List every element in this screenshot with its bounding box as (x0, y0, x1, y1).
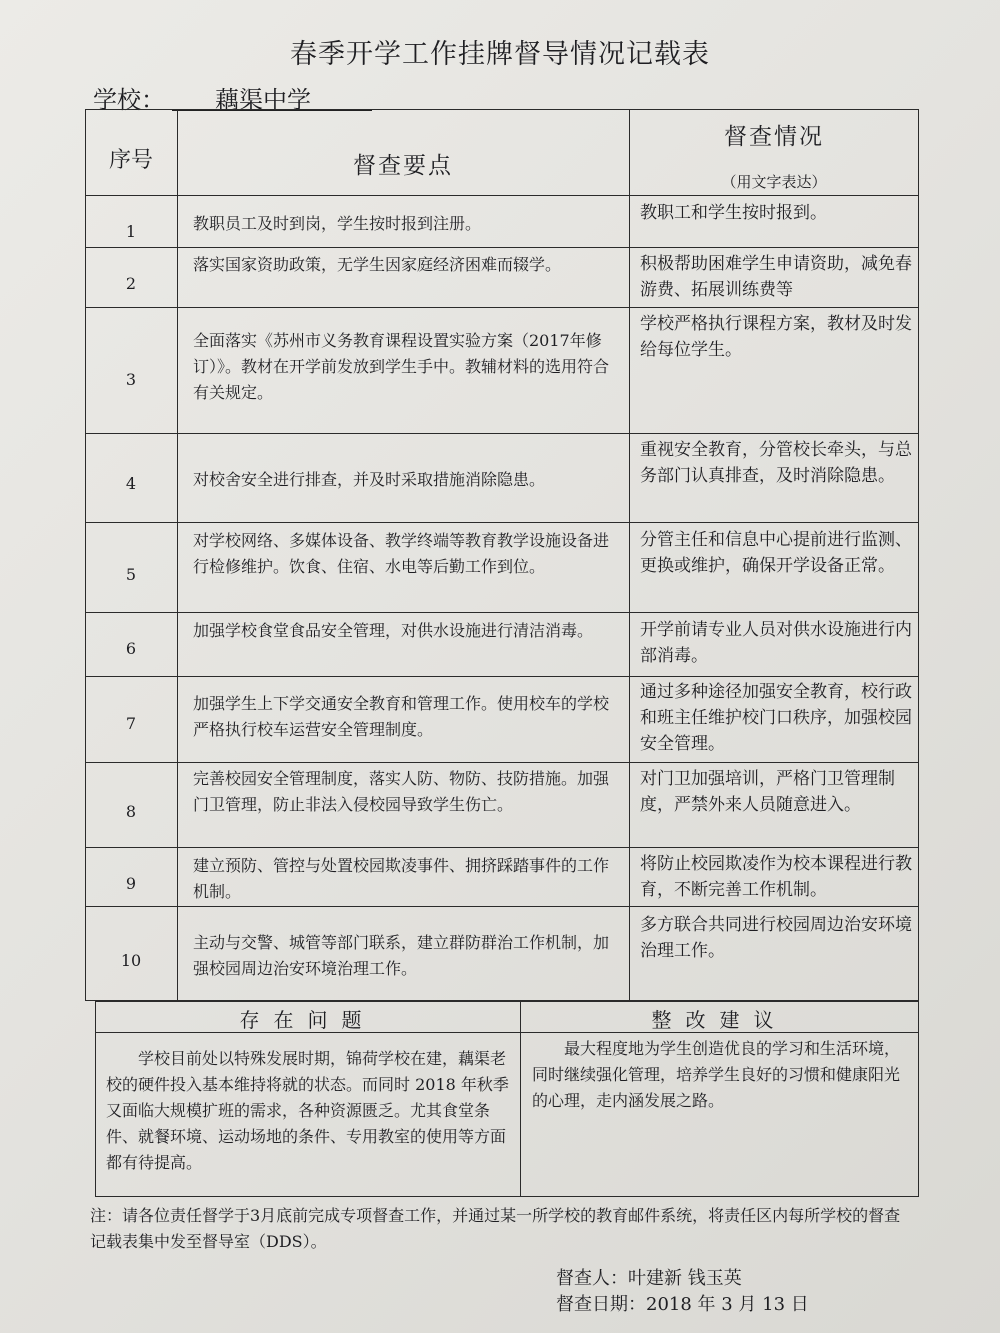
inspection-status: 积极帮助困难学生申请资助，减免春游费、拓展训练费等 (640, 254, 912, 300)
inspector-names: 督查人：叶建新 钱玉英 (556, 1268, 742, 1289)
row-number: 10 (120, 951, 142, 970)
header-points: 督查要点 (353, 153, 453, 179)
inspection-point: 教职员工及时到岗，学生按时报到注册。 (193, 214, 482, 233)
inspection-status: 多方联合共同进行校园周边治安环境治理工作。 (640, 915, 912, 961)
inspection-status: 教职工和学生按时报到。 (640, 203, 827, 223)
page-title: 春季开学工作挂牌督导情况记载表 (290, 39, 710, 70)
inspection-status: 重视安全教育，分管校长牵头，与总务部门认真排查，及时消除隐患。 (640, 440, 912, 486)
problems-text: 学校目前处以特殊发展时期，锦荷学校在建，藕渠老校的硬件投入基本维持将就的状态。而同时 2018 年秋季又面临大规模扩班的需求，各种资源匮乏。尤其食堂条件、就餐环境、运动场地的条件、专用教室的使用等方面都有待提高。 (106, 1049, 509, 1172)
table-row-separator (85, 433, 919, 434)
inspection-point: 落实国家资助政策，无学生因家庭经济困难而辍学。 (193, 255, 562, 274)
table-row-separator (85, 612, 919, 613)
row-number: 2 (125, 274, 137, 293)
row-number: 5 (125, 565, 137, 584)
inspection-point: 主动与交警、城管等部门联系，建立群防群治工作机制，加强校园周边治安环境治理工作。 (193, 933, 610, 978)
table-divider (177, 109, 178, 1001)
inspection-point: 全面落实《苏州市义务教育课程设置实验方案（2017年修订）》。教材在开学前发放到学生手中。教辅材料的选用符合有关规定。 (193, 331, 610, 402)
inspection-point: 加强学校食堂食品安全管理，对供水设施进行清洁消毒。 (193, 621, 594, 640)
suggestions-heading: 整改建议 (651, 1008, 788, 1032)
inspection-point: 对学校网络、多媒体设备、教学终端等教育教学设施设备进行检修维护。饮食、住宿、水电等后勤工作到位。 (193, 531, 610, 576)
row-number: 1 (125, 222, 137, 241)
inspection-status: 对门卫加强培训，严格门卫管理制度，严禁外来人员随意进入。 (640, 769, 895, 815)
inspection-status: 分管主任和信息中心提前进行监测、更换或维护，确保开学设备正常。 (640, 530, 912, 576)
school-label: 学校： (93, 86, 165, 114)
inspection-point: 建立预防、管控与处置校园欺凌事件、拥挤踩踏事件的工作机制。 (193, 856, 610, 901)
inspection-status: 将防止校园欺凌作为校本课程进行教育，不断完善工作机制。 (640, 854, 912, 900)
row-number: 6 (125, 639, 137, 658)
table-row-separator (85, 307, 919, 308)
table-divider (629, 109, 630, 1001)
table-row-separator (85, 195, 919, 196)
row-number: 8 (125, 802, 137, 821)
inspection-point: 加强学生上下学交通安全教育和管理工作。使用校车的学校严格执行校车运营安全管理制度。 (193, 694, 610, 739)
inspection-date: 督查日期：2018 年 3 月 13 日 (556, 1294, 809, 1315)
header-seq: 序号 (108, 148, 153, 173)
row-number: 4 (125, 474, 137, 493)
inspection-point: 完善校园安全管理制度，落实人防、物防、技防措施。加强门卫管理，防止非法入侵校园导致学生伤亡。 (193, 769, 610, 814)
table-row-separator (85, 676, 919, 677)
school-name: 藕渠中学 (215, 86, 311, 114)
table-row-separator (85, 522, 919, 523)
suggestions-text: 最大程度地为学生创造优良的学习和生活环境，同时继续强化管理，培养学生良好的习惯和健康阳光的心理，走内涵发展之路。 (532, 1039, 901, 1110)
inspection-status: 通过多种途径加强安全教育，校行政和班主任维护校门口秩序，加强校园安全管理。 (640, 682, 912, 754)
header-status: 督查情况 (724, 124, 824, 150)
row-number: 9 (125, 874, 137, 893)
table-row-separator (85, 762, 919, 763)
inspection-status: 开学前请专业人员对供水设施进行内部消毒。 (640, 620, 912, 666)
table-row-separator (85, 847, 919, 848)
footnote: 注：请各位责任督学于3月底前完成专项督查工作，并通过某一所学校的教育邮件系统，将责任区内每所学校的督查记载表集中发至督导室（DDS）。 (90, 1206, 901, 1251)
table-row-separator (85, 906, 919, 907)
inspection-status: 学校严格执行课程方案，教材及时发给每位学生。 (640, 314, 912, 360)
inspection-point: 对校舍安全进行排查，并及时采取措施消除隐患。 (193, 470, 546, 489)
row-number: 3 (125, 370, 137, 389)
table-row-separator (85, 247, 919, 248)
row-number: 7 (125, 714, 137, 733)
header-status-note: （用文字表达） (721, 173, 827, 191)
problems-heading: 存在问题 (239, 1008, 376, 1032)
